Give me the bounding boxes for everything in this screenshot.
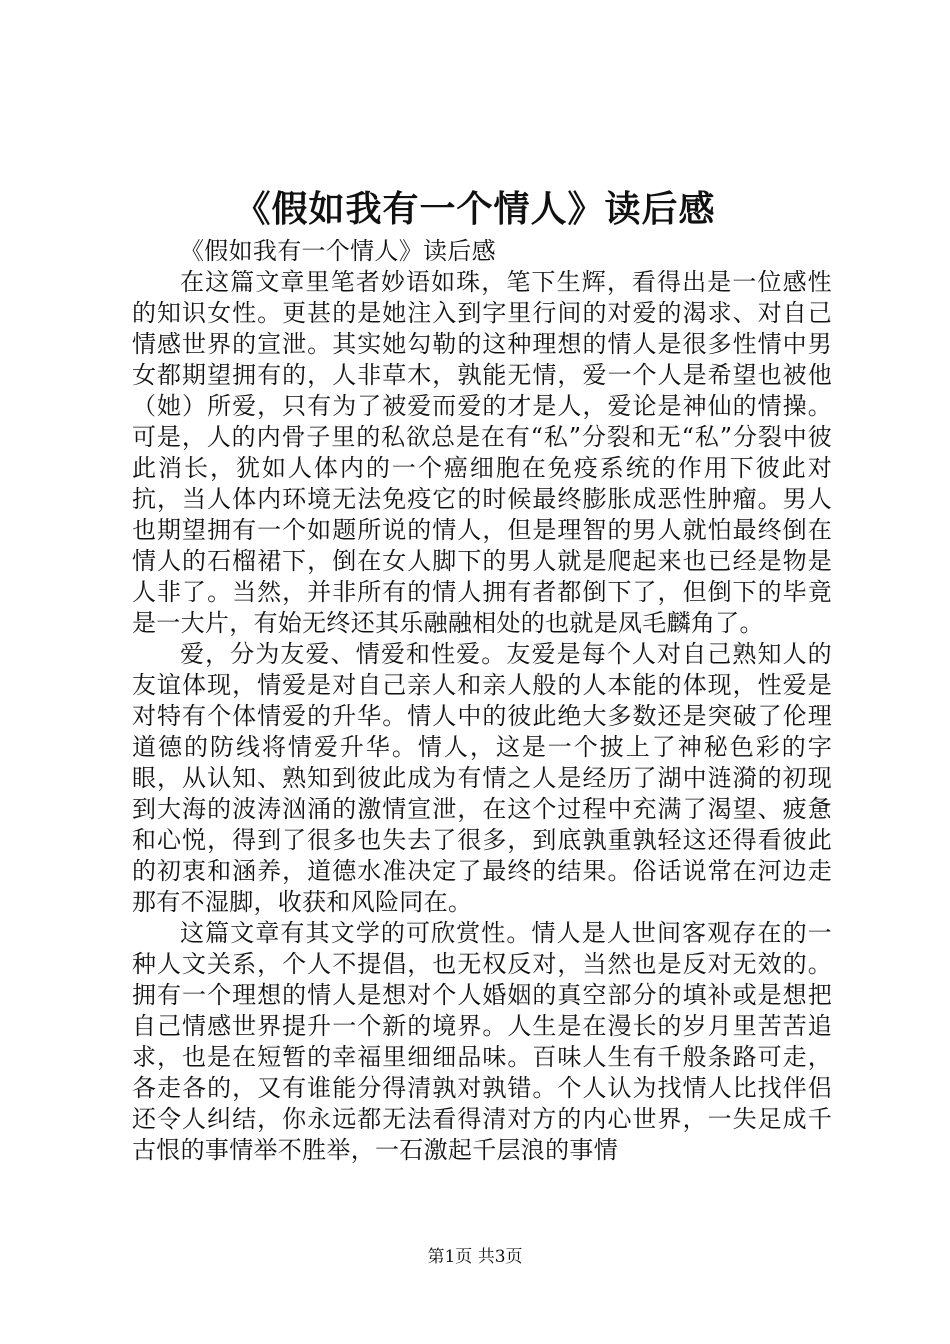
document-body (132, 236, 832, 1166)
paragraph-1: 在这篇文章里笔者妙语如珠，笔下生辉，看得出是一位感性的知识女性。更甚的是她注入到字里行间的对爱的渴求、对自己情感世界的宣泄。其实她勾勒的这种理想的情人是很多性情中男女都期望拥有的，人非草木，孰能无情，爱一个人是希望也被他（她）所爱，只有为了被爱而爱的才是人，爱论是神仙的情操。可是，人的内骨子里的私欲总是在有“私”分裂和无“私”分裂中彼此消长，犹如人体内的一个癌细胞在免疫系统的作用下彼此对抗，当人体内环境无法免疫它的时候最终膨胀成恶性肿瘤。男人也期望拥有一个如题所说的情人，但是理智的男人就怕最终倒在情人的石榴裙下，倒在女人脚下的男人就是爬起来也已经是物是人非了。当然，并非所有的情人拥有者都倒下了，但倒下的毕竟是一大片，有始无终还其乐融融相处的也就是凤毛麟角了。 (132, 268, 832, 637)
document-subtitle: 《假如我有一个情人》读后感 (180, 237, 496, 265)
page-number-footer: 第1页 共3页 (427, 1247, 523, 1267)
document-title: 《假如我有一个情人》读后感 (234, 188, 716, 230)
paragraph-3: 这篇文章有其文学的可欣赏性。情人是人世间客观存在的一种人文关系，个人不提倡，也无权反对，当然也是反对无效的。拥有一个理想的情人是想对个人婚姻的真空部分的填补或是想把自己情感世界提升一个新的境界。人生是在漫长的岁月里苦苦追求，也是在短暂的幸福里细细品味。百味人生有千般条路可走，各走各的，又有谁能分得清孰对孰错。个人认为找情人比找伴侣还令人纠结，你永远都无法看得清对方的内心世界，一失足成千古恨的事情举不胜举，一石激起千层浪的事情 (132, 919, 832, 1164)
paragraph-2: 爱，分为友爱、情爱和性爱。友爱是每个人对自己熟知人的友谊体现，情爱是对自己亲人和亲人般的人本能的体现，性爱是对特有个体情爱的升华。情人中的彼此绝大多数还是突破了伦理道德的防线将情爱升华。情人，这是一个披上了神秘色彩的字眼，从认知、熟知到彼此成为有情之人是经历了湖中涟漪的初现到大海的波涛汹涌的激情宣泄，在这个过程中充满了渴望、疲惫和心悦，得到了很多也失去了很多，到底孰重孰轻这还得看彼此的初衷和涵养，道德水准决定了最终的结果。俗话说常在河边走那有不湿脚，收获和风险同在。 (132, 640, 832, 916)
